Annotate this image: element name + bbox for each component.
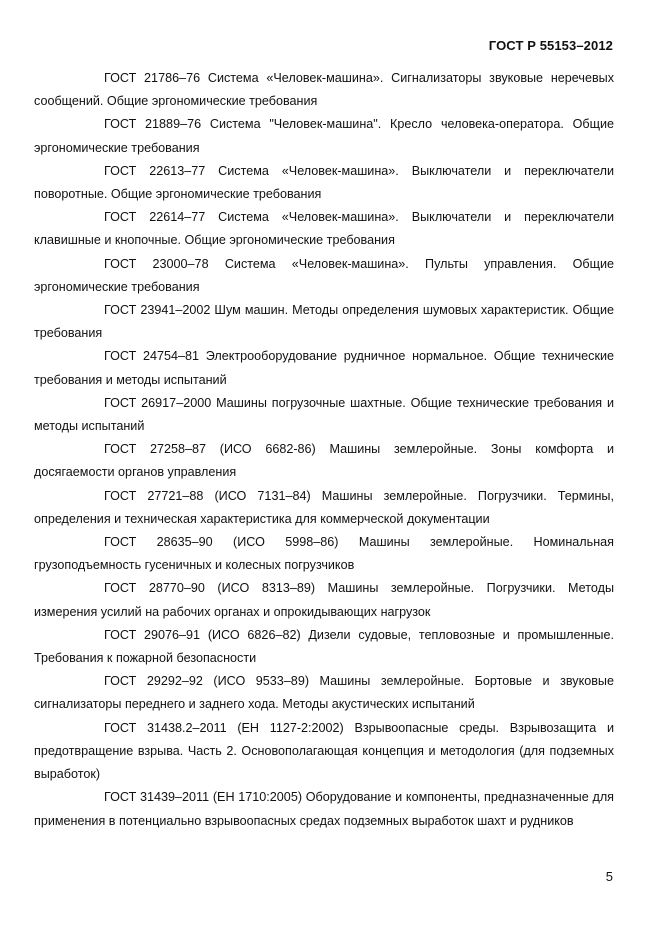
reference-entry: ГОСТ 23941–2002 Шум машин. Методы определения шумовых характеристик. Общие требования	[34, 303, 614, 341]
reference-entry: ГОСТ 22614–77 Система «Человек-машина». Выключатели и переключатели клавишные и кнопочные. Общие эргономические требования	[34, 210, 614, 248]
reference-entry: ГОСТ 23000–78 Система «Человек-машина». Пульты управления. Общие эргономические требования	[34, 256, 614, 294]
reference-entry: ГОСТ 21786–76 Система «Человек-машина». Сигнализаторы звуковые неречевых сообщений. Общие эргономические требования	[34, 71, 614, 109]
reference-entry: ГОСТ 29292–92 (ИСО 9533–89) Машины землеройные. Бортовые и звуковые сигнализаторы переднего и заднего хода. Методы акустических испытаний	[34, 674, 614, 712]
reference-entry: ГОСТ 28635–90 (ИСО 5998–86) Машины землеройные. Номинальная грузоподъемность гусеничных и колесных погрузчиков	[34, 535, 614, 573]
reference-entry: ГОСТ 28770–90 (ИСО 8313–89) Машины землеройные. Погрузчики. Методы измерения усилий на рабочих органах и опрокидывающих нагрузок	[34, 581, 614, 619]
page-number: 5	[605, 869, 613, 884]
reference-entry: ГОСТ 27721–88 (ИСО 7131–84) Машины землеройные. Погрузчики. Термины, определения и техническая характеристика для коммерческой документации	[34, 488, 614, 526]
reference-entry: ГОСТ 22613–77 Система «Человек-машина». Выключатели и переключатели поворотные. Общие эргономические требования	[34, 163, 614, 202]
reference-entry: ГОСТ 31439–2011 (ЕН 1710:2005) Оборудование и компоненты, предназначенные для применения в потенциально взрывоопасных средах подземных выработок шахт и рудников	[34, 790, 614, 828]
normative-references-list	[34, 67, 614, 833]
reference-entry: ГОСТ 29076–91 (ИСО 6826–82) Дизели судовые, тепловозные и промышленные. Требования к пожарной безопасности	[34, 627, 614, 666]
reference-entry: ГОСТ 26917–2000 Машины погрузочные шахтные. Общие технические требования и методы испытаний	[34, 395, 614, 434]
reference-entry: ГОСТ 31438.2–2011 (ЕН 1127-2:2002) Взрывоопасные среды. Взрывозащита и предотвращение взрыва. Часть 2. Основополагающая концепция и методология (для подземных выработок)	[34, 720, 614, 782]
document-header-id: ГОСТ Р 55153–2012	[488, 38, 613, 53]
reference-entry: ГОСТ 21889–76 Система "Человек-машина". Кресло человека-оператора. Общие эргономические требования	[34, 117, 614, 155]
reference-entry: ГОСТ 27258–87 (ИСО 6682-86) Машины землеройные. Зоны комфорта и досягаемости органов управления	[34, 442, 614, 480]
reference-entry: ГОСТ 24754–81 Электрооборудование рудничное нормальное. Общие технические требования и методы испытаний	[34, 349, 614, 387]
